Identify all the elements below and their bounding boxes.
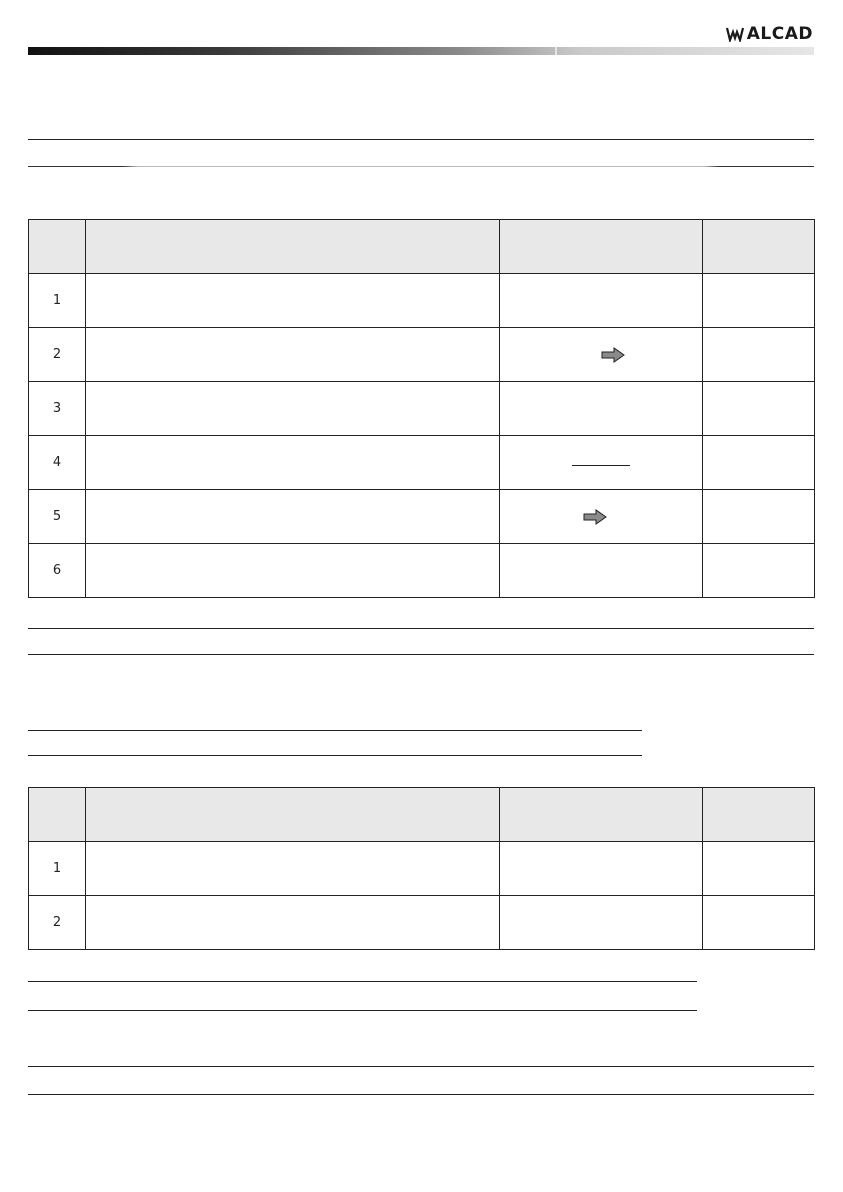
header-cell	[86, 220, 500, 274]
table-row	[29, 328, 815, 382]
underline-mark	[572, 465, 630, 466]
divider	[28, 628, 814, 629]
row-number: 3	[29, 382, 86, 436]
table-row	[29, 490, 815, 544]
arrow-right-icon	[601, 347, 625, 363]
row-number: 1	[29, 842, 86, 896]
header-cell	[500, 788, 703, 842]
alcad-logo	[726, 24, 813, 44]
arrow-right-icon	[583, 509, 607, 525]
value-cell	[703, 274, 815, 328]
value-cell	[703, 544, 815, 598]
divider	[28, 755, 642, 756]
divider	[28, 654, 814, 655]
divider	[28, 1010, 697, 1011]
header-gradient-bar	[28, 47, 814, 55]
table-row	[29, 436, 815, 490]
row-number: 6	[29, 544, 86, 598]
table-row	[29, 382, 815, 436]
logo-text: ALCAD	[746, 24, 813, 44]
description-cell	[86, 274, 500, 328]
divider	[28, 166, 814, 167]
table-header-row	[29, 220, 815, 274]
table-2	[28, 787, 815, 950]
header-cell	[703, 220, 815, 274]
description-cell	[86, 490, 500, 544]
alcad-logo-icon	[726, 26, 744, 42]
table-row	[29, 842, 815, 896]
symbol-cell	[500, 842, 703, 896]
symbol-cell	[500, 544, 703, 598]
table-row	[29, 274, 815, 328]
divider	[28, 139, 814, 140]
value-cell	[703, 382, 815, 436]
description-cell	[86, 842, 500, 896]
row-number: 4	[29, 436, 86, 490]
description-cell	[86, 436, 500, 490]
description-cell	[86, 328, 500, 382]
divider	[28, 1094, 814, 1095]
header-cell	[703, 788, 815, 842]
header-cell	[500, 220, 703, 274]
table-row	[29, 896, 815, 950]
row-number: 1	[29, 274, 86, 328]
description-cell	[86, 382, 500, 436]
row-number: 2	[29, 896, 86, 950]
symbol-cell	[500, 274, 703, 328]
description-cell	[86, 544, 500, 598]
symbol-cell	[500, 896, 703, 950]
value-cell	[703, 896, 815, 950]
value-cell	[703, 490, 815, 544]
symbol-cell	[500, 328, 703, 382]
symbol-cell	[500, 382, 703, 436]
row-number: 5	[29, 490, 86, 544]
header-cell	[29, 220, 86, 274]
description-cell	[86, 896, 500, 950]
symbol-cell	[500, 490, 703, 544]
header-cell	[86, 788, 500, 842]
table-1	[28, 219, 815, 598]
value-cell	[703, 328, 815, 382]
table-row	[29, 544, 815, 598]
symbol-cell	[500, 436, 703, 490]
divider	[28, 981, 697, 982]
table-header-row	[29, 788, 815, 842]
divider	[28, 730, 642, 731]
value-cell	[703, 842, 815, 896]
header-cell	[29, 788, 86, 842]
divider	[28, 1066, 814, 1067]
row-number: 2	[29, 328, 86, 382]
value-cell	[703, 436, 815, 490]
